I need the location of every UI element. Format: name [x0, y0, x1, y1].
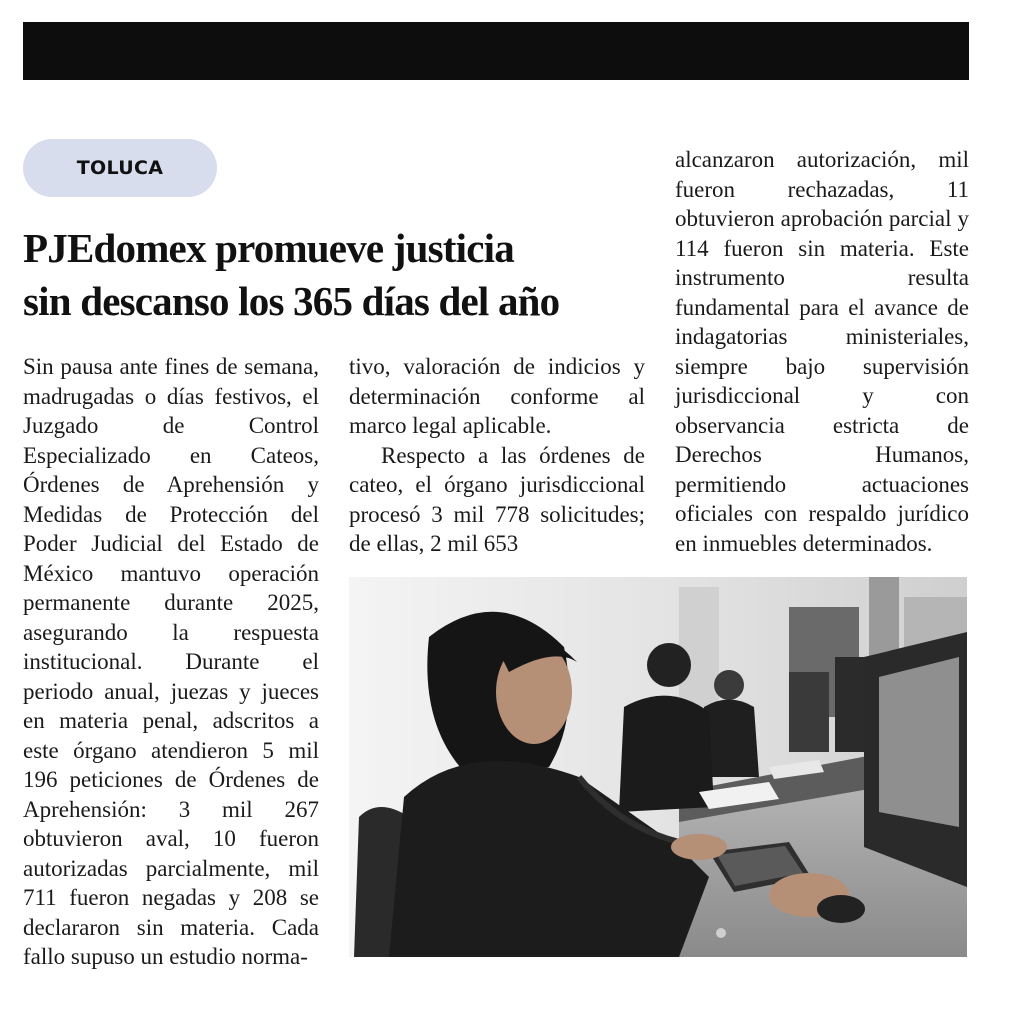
headline-line-1: PJEdomex promueve justicia — [23, 225, 514, 271]
section-tag[interactable] — [23, 139, 217, 197]
office-workers-photo — [349, 577, 967, 957]
section-tag-label: TOLUCA — [76, 157, 164, 179]
article-photo — [349, 577, 967, 957]
headline — [23, 222, 663, 328]
article-paragraph: Respecto a las órdenes de cateo, el órgano jurisdiccional procesó 3 mil 778 solicitudes; de ellas, 2 mil 653 — [349, 442, 645, 556]
top-black-bar — [23, 22, 969, 80]
article-column-3 — [675, 145, 969, 558]
article-paragraph: Sin pausa ante fines de semana, madrugadas o días festivos, el Juzgado de Control Especializado en Cateos, Órdenes de Aprehensión y Medidas de Protección del Poder Judicial del Estado de México mantuvo operación permanente durante 2025, asegurando la respuesta institucional. Durante el periodo anual, juezas y jueces en materia penal, adscritos a este órgano atendieron 5 mil 196 peticiones de Órdenes de Aprehensión: 3 mil 267 obtuvieron aval, 10 fueron autorizadas parcialmente, mil 711 fueron negadas y 208 se declararon sin materia. Cada fallo supuso un estudio norma- — [23, 354, 319, 969]
article-paragraph: alcanzaron autorización, mil fueron rechazadas, 11 obtuvieron aprobación parcial y 114 fueron sin materia. Este instrumento resulta fundamental para el avance de indagatorias ministeriales, siempre bajo supervisión jurisdiccional y con observancia estricta de Derechos Humanos, permitiendo actuaciones oficiales con respaldo jurídico en inmuebles determinados. — [675, 147, 969, 556]
article-column-2 — [349, 352, 645, 559]
article-column-1 — [23, 352, 319, 972]
article-paragraph: tivo, valoración de indicios y determinación conforme al marco legal aplicable. — [349, 354, 645, 438]
headline-line-2: sin descanso los 365 días del año — [23, 278, 560, 324]
